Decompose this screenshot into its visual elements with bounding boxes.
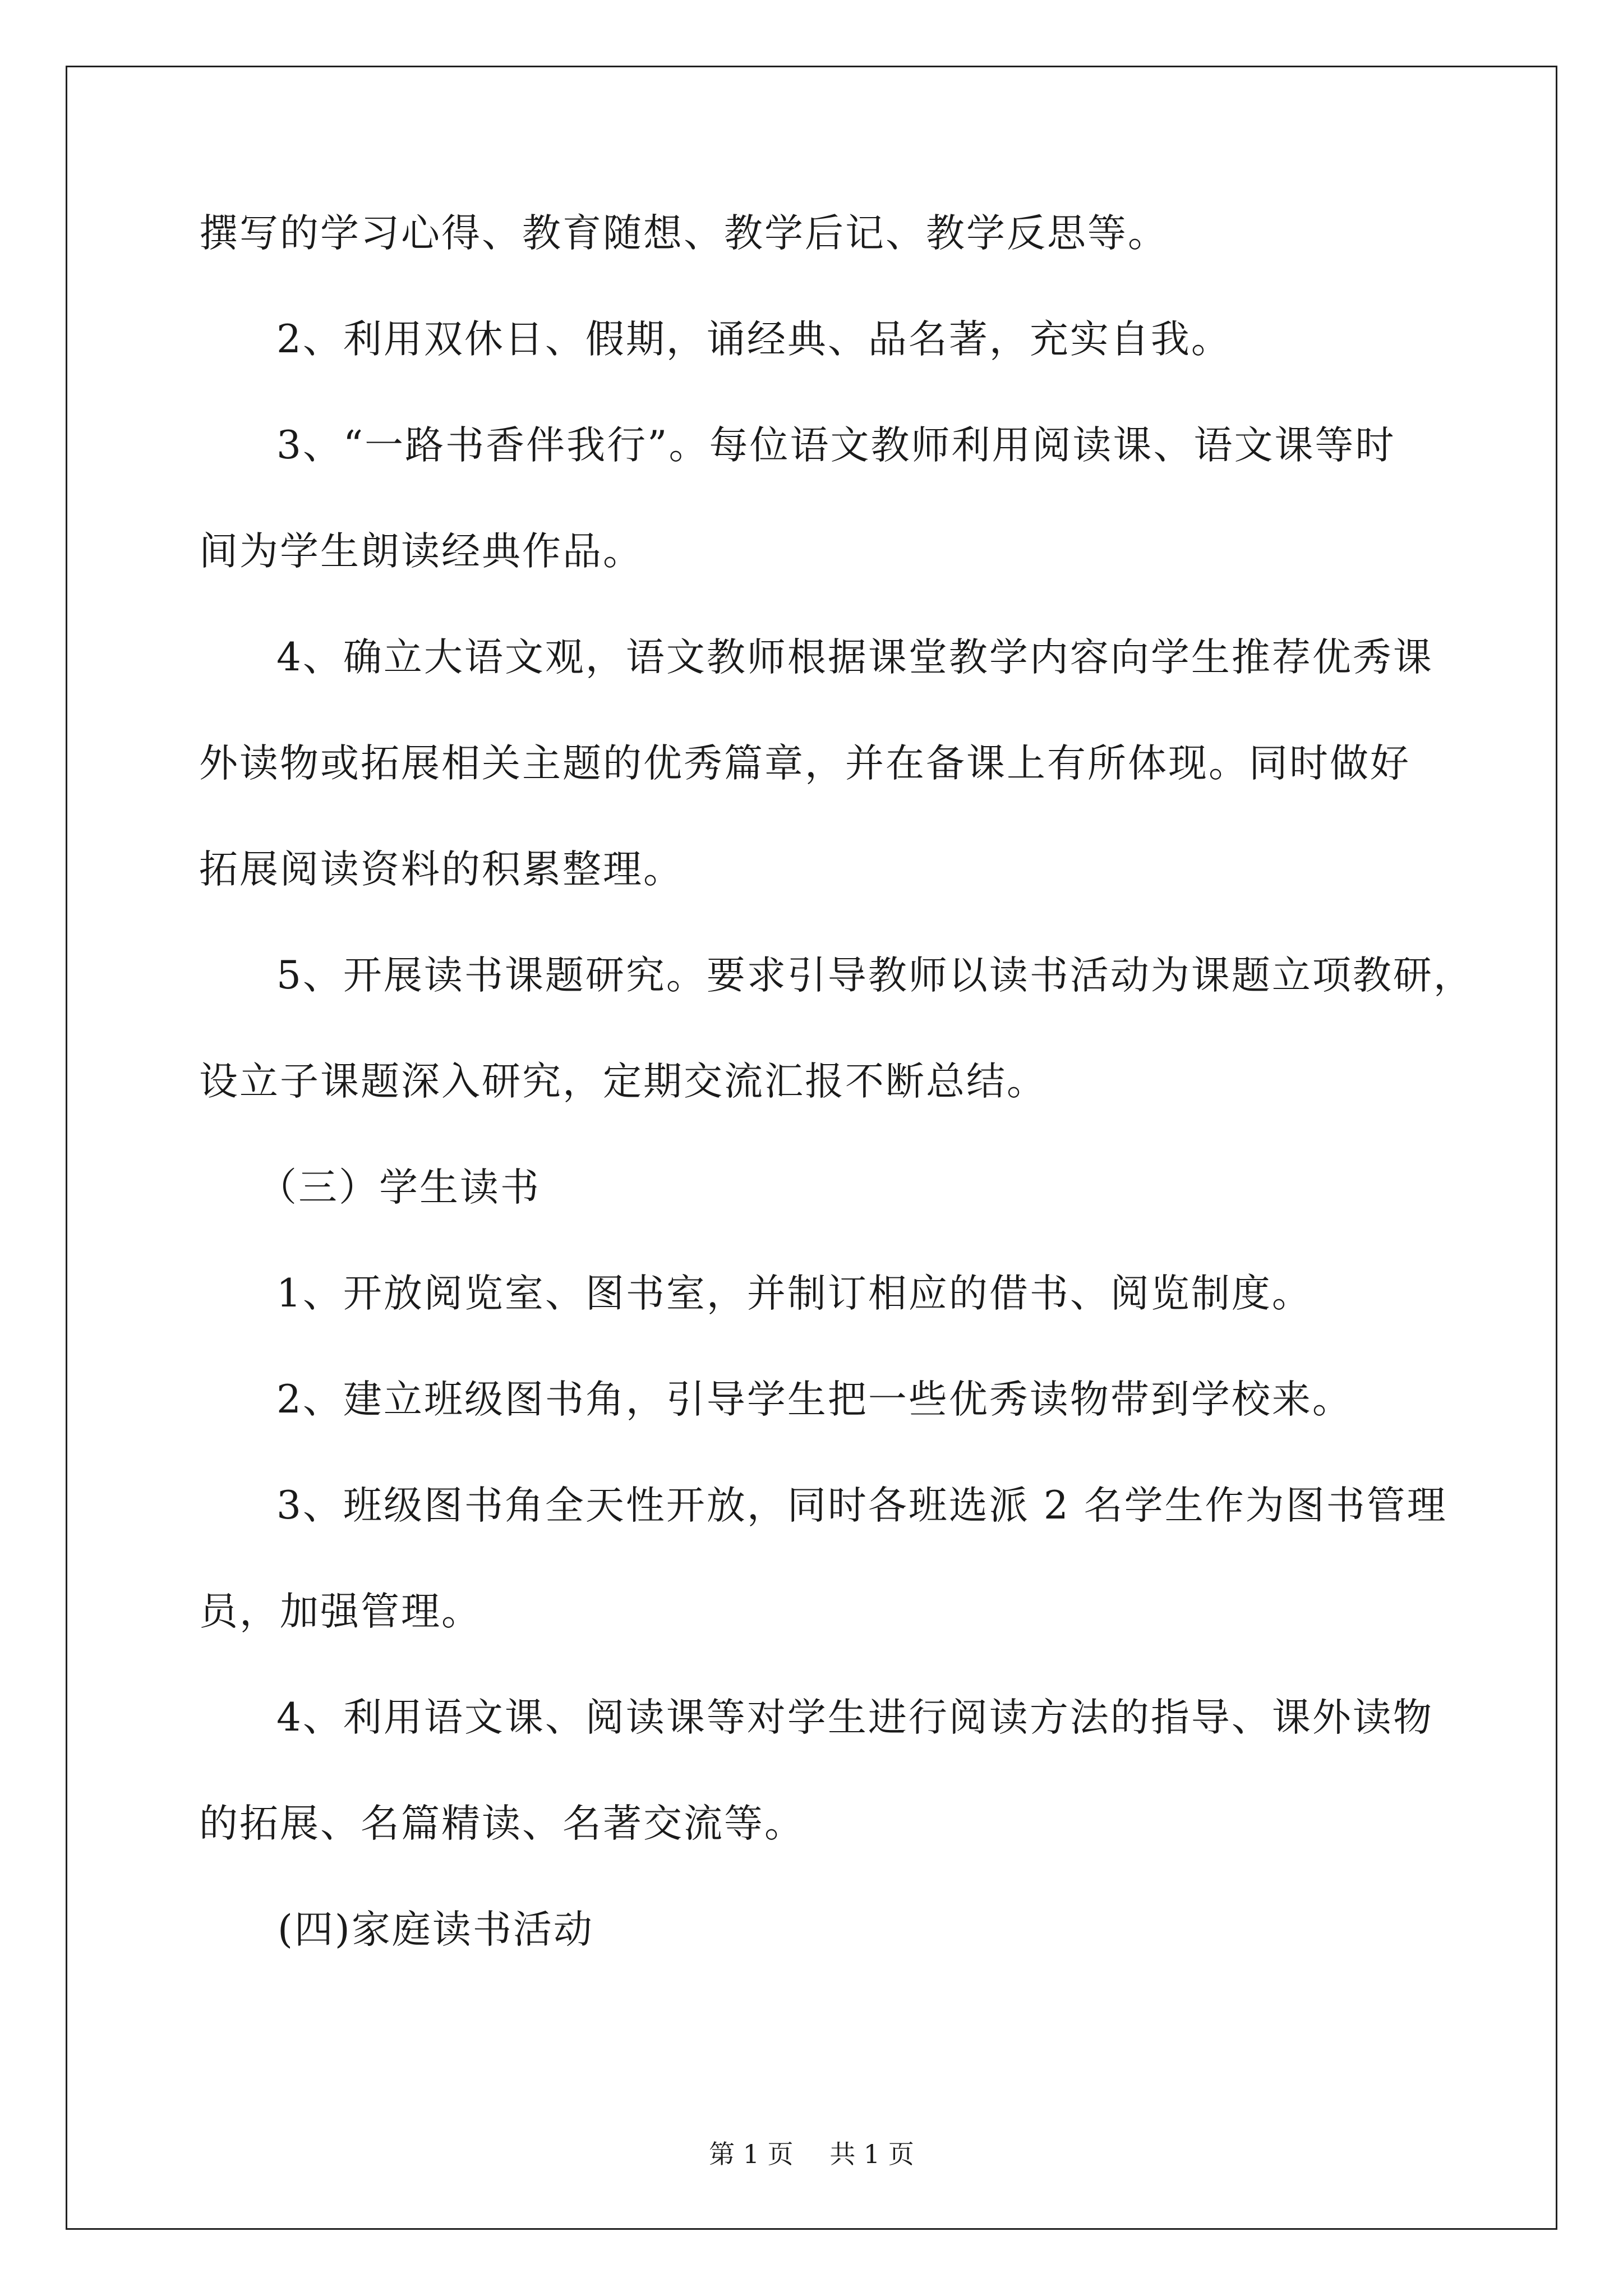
heading-text: (四)家庭读书活动 <box>278 1907 594 1952</box>
section-heading-3 <box>199 1162 1427 1213</box>
text-line: 外读物或拓展相关主题的优秀篇章，并在备课上有所体现。同时做好 <box>199 741 1410 786</box>
text-line: 设立子课题深入研究，定期交流汇报不断总结。 <box>199 1059 1047 1104</box>
text-line: 1、开放阅览室、图书室，并制订相应的借书、阅览制度。 <box>276 1271 1312 1316</box>
text-line: 2、利用双休日、假期，诵经典、品名著，充实自我。 <box>276 317 1232 362</box>
paragraph-student-item-3 <box>199 1480 1447 1637</box>
page-footer <box>0 2137 1623 2171</box>
text-line: 的拓展、名篇精读、名著交流等。 <box>199 1801 805 1846</box>
paragraph-teacher-item-2 <box>199 314 1427 365</box>
paragraph-student-item-2 <box>199 1374 1427 1425</box>
paragraph-student-item-1 <box>199 1268 1427 1319</box>
text-line: 5、开展读书课题研究。要求引导教师以读书活动为课题立项教研， <box>276 953 1474 998</box>
text-line: 撰写的学习心得、教育随想、教学后记、教学反思等。 <box>199 211 1168 256</box>
paragraph-continued <box>199 208 1427 259</box>
paragraph-student-item-4 <box>199 1692 1433 1849</box>
text-line: 2、建立班级图书角，引导学生把一些优秀读物带到学校来。 <box>276 1377 1353 1422</box>
paragraph-teacher-item-3 <box>199 420 1427 577</box>
text-line: 3、班级图书角全天性开放，同时各班选派 2 名学生作为图书管理 <box>276 1483 1447 1528</box>
text-line: 4、利用语文课、阅读课等对学生进行阅读方法的指导、课外读物 <box>276 1695 1433 1740</box>
text-line: 间为学生朗读经典作品。 <box>199 529 643 574</box>
text-line: 员，加强管理。 <box>199 1589 482 1634</box>
document-body <box>199 208 1474 2010</box>
heading-text: （三）学生读书 <box>258 1165 541 1210</box>
page-number-total: 共 1 页 <box>829 2139 914 2169</box>
text-line: 4、确立大语文观，语文教师根据课堂教学内容向学生推荐优秀课 <box>276 635 1433 680</box>
text-line: 3、“一路书香伴我行”。每位语文教师利用阅读课、语文课等时 <box>276 423 1396 468</box>
text-line: 拓展阅读资料的积累整理。 <box>199 847 684 892</box>
paragraph-teacher-item-5 <box>199 950 1474 1107</box>
section-heading-4 <box>199 1904 1427 1955</box>
paragraph-teacher-item-4 <box>199 632 1433 895</box>
page-number-current: 第 1 页 <box>709 2139 794 2169</box>
